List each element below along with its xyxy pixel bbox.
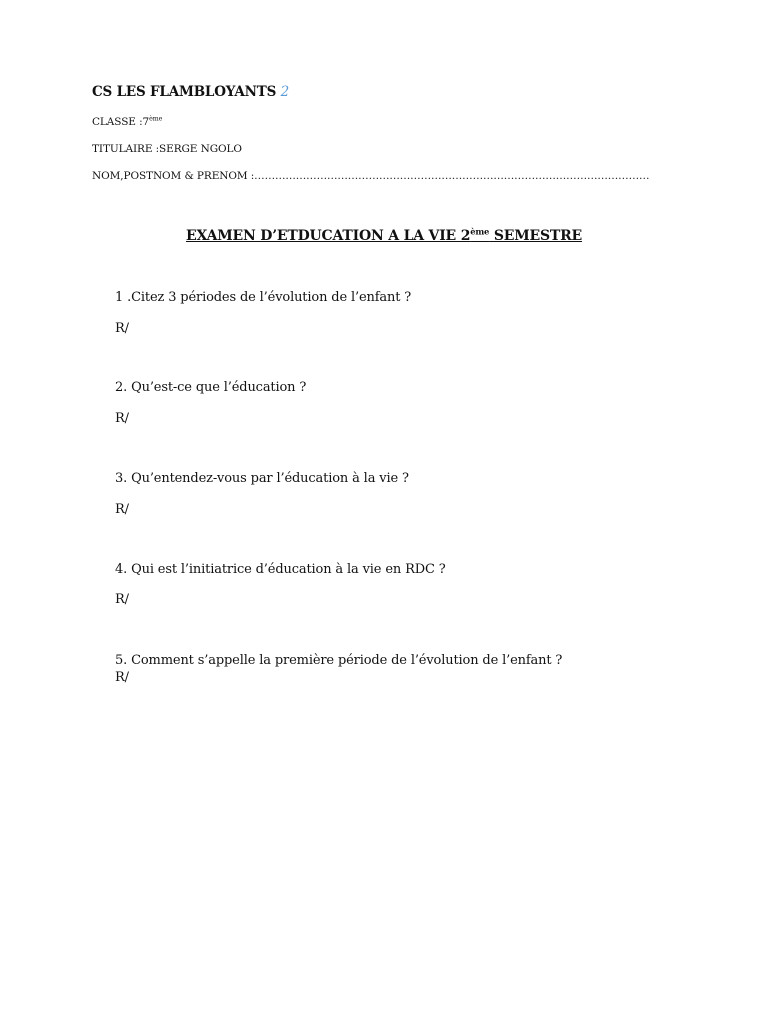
question-1: 1 .Citez 3 périodes de l’évolution de l’enfant ?	[115, 290, 412, 305]
answer-2: R/	[115, 411, 129, 426]
question-3: 3. Qu’entendez-vous par l’éducation à la vie ?	[115, 471, 409, 486]
exam-title-prefix: EXAMEN D’ETDUCATION A LA VIE 2	[185, 228, 471, 244]
answer-5: R/	[115, 670, 129, 685]
question-5: 5. Comment s’appelle la première période de l’évolution de l’enfant ?	[115, 653, 563, 668]
school-name-text: CS LES FLAMBLOYANTS	[92, 84, 277, 100]
answer-3: R/	[115, 502, 129, 517]
answer-4: R/	[115, 592, 129, 607]
exam-title	[0, 228, 768, 244]
exam-title-superscript: ème	[470, 226, 490, 237]
exam-title-suffix: SEMESTRE	[489, 228, 583, 244]
question-4: 4. Qui est l’initiatrice d’éducation à la vie en RDC ?	[115, 562, 446, 577]
classe-line	[92, 116, 162, 128]
student-name-line: NOM,POSTNOM & PRENOM :……………………………………………………………………………………………………	[92, 170, 650, 182]
classe-superscript: ème	[149, 115, 163, 123]
school-number: 2	[280, 84, 290, 100]
question-2: 2. Qu’est-ce que l’éducation ?	[115, 380, 307, 395]
titulaire-line: TITULAIRE :SERGE NGOLO	[92, 143, 242, 155]
answer-1: R/	[115, 321, 129, 336]
classe-label: CLASSE :7	[92, 116, 150, 128]
school-name	[92, 84, 289, 100]
